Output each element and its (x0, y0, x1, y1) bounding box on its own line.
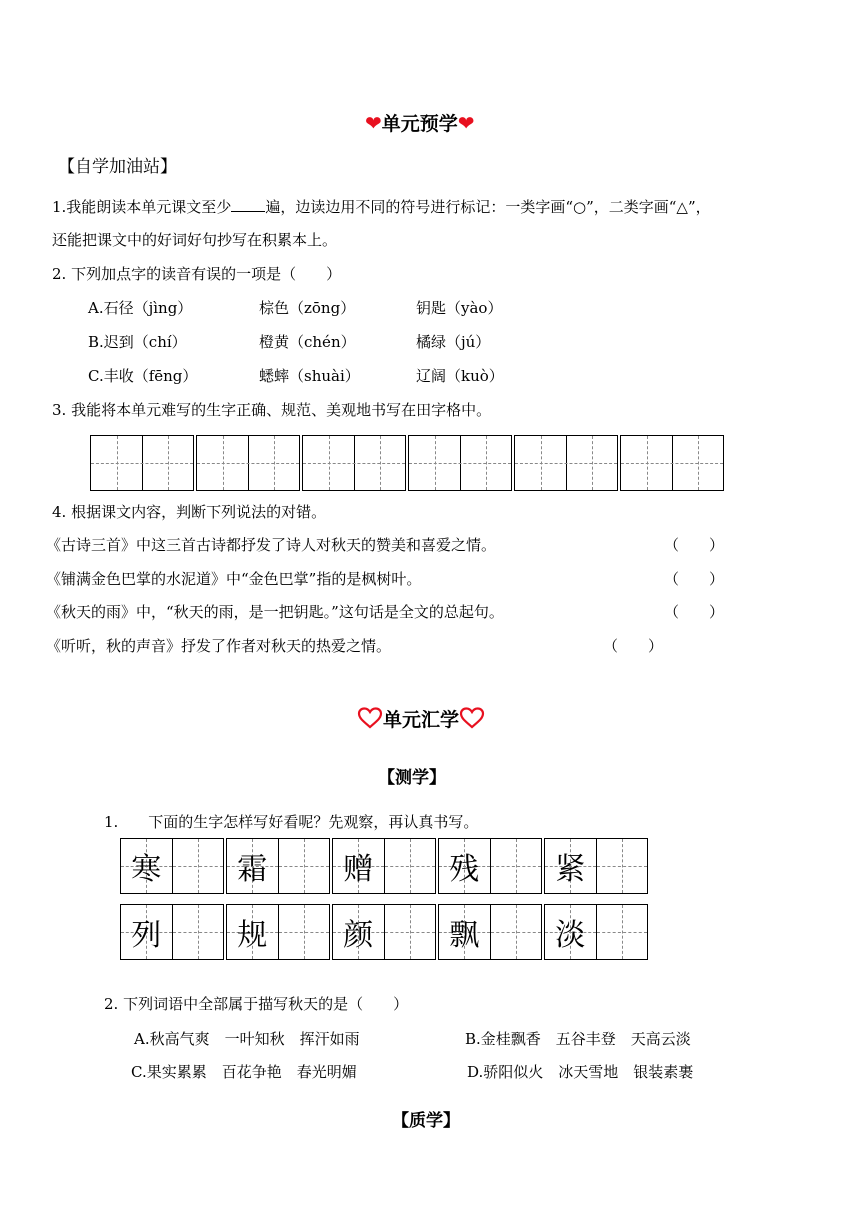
question-1: 1.我能朗读本单元课文至少 遍，边读边用不同的符号进行标记：一类字画“○”，二类字画“△”， (52, 198, 711, 216)
model-char: 紧 (555, 852, 586, 887)
judge-paren-1[interactable]: （ ） (664, 536, 725, 554)
char-box[interactable] (120, 838, 224, 894)
char-box[interactable] (438, 838, 542, 894)
model-char: 颜 (343, 918, 374, 953)
summary-option-a: A.秋高气爽 一叶知秋 挥汗如雨 (134, 1030, 360, 1048)
model-char: 寒 (131, 852, 162, 887)
judge-paren-3[interactable]: （ ） (664, 603, 725, 621)
char-box[interactable] (332, 838, 436, 894)
model-char: 淡 (555, 918, 586, 953)
unit-summary-title: 单元汇学 (357, 705, 485, 734)
heart-solid-icon: ❤ (457, 111, 475, 135)
judge-item-2: 《铺满金色巴掌的水泥道》中“金色巴掌”指的是枫树叶。 (46, 570, 422, 588)
tianzige-box[interactable] (90, 435, 194, 491)
option-b-3: 橘绿（jú） (416, 333, 491, 351)
summary-question-1: 1. 下面的生字怎样写好看呢？先观察，再认真书写。 (104, 813, 479, 831)
model-char: 赠 (343, 852, 374, 887)
option-a-2: 棕色（zōng） (259, 299, 356, 317)
model-char: 规 (237, 918, 268, 953)
model-char: 霜 (237, 852, 268, 887)
judge-item-1: 《古诗三首》中这三首古诗都抒发了诗人对秋天的赞美和喜爱之情。 (46, 536, 497, 554)
tianzige-box[interactable] (196, 435, 300, 491)
judge-item-4: 《听听，秋的声音》抒发了作者对秋天的热爱之情。 (46, 637, 392, 655)
tianzige-box[interactable] (514, 435, 618, 491)
tianzige-box[interactable] (408, 435, 512, 491)
option-b-1: B.迟到（chí） (88, 333, 187, 351)
tianzige-box[interactable] (302, 435, 406, 491)
heart-outline-icon (459, 707, 485, 734)
heart-solid-icon: ❤ (365, 111, 382, 135)
question-3: 3. 我能将本单元难写的生字正确、规范、美观地书写在田字格中。 (52, 401, 492, 419)
char-box[interactable] (332, 904, 436, 960)
summary-option-c: C.果实累累 百花争艳 春光明媚 (131, 1063, 357, 1081)
char-row-1 (120, 838, 650, 894)
char-box[interactable] (226, 838, 330, 894)
char-box[interactable] (226, 904, 330, 960)
fill-blank[interactable] (231, 197, 265, 212)
summary-option-b: B.金桂飘香 五谷丰登 天高云淡 (465, 1030, 691, 1048)
summary-question-2: 2. 下列词语中全部属于描写秋天的是（ ） (104, 995, 409, 1013)
char-box[interactable] (544, 838, 648, 894)
heart-outline-icon (357, 707, 383, 734)
judge-item-3: 《秋天的雨》中，“秋天的雨，是一把钥匙。”这句话是全文的总起句。 (46, 603, 504, 621)
option-a-3: 钥匙（yào） (416, 299, 503, 317)
char-row-2 (120, 904, 650, 960)
question-1-line2: 还能把课文中的好词好句抄写在积累本上。 (52, 231, 338, 249)
option-c-3: 辽阔（kuò） (416, 367, 504, 385)
judge-paren-4[interactable]: （ ） (603, 637, 664, 655)
test-heading: 【测学】 (378, 768, 446, 788)
model-char: 残 (449, 852, 480, 887)
option-a-1: A.石径（jìng） (88, 299, 193, 317)
unit-preview-title: ❤单元预学❤ (365, 111, 475, 135)
char-box[interactable] (544, 904, 648, 960)
judge-paren-2[interactable]: （ ） (664, 570, 725, 588)
question-4: 4. 根据课文内容，判断下列说法的对错。 (52, 503, 327, 521)
question-2: 2. 下列加点字的读音有误的一项是（ ） (52, 265, 342, 283)
summary-option-d: D.骄阳似火 冰天雪地 银装素裹 (467, 1063, 694, 1081)
char-box[interactable] (120, 904, 224, 960)
tianzige-grid[interactable] (90, 435, 726, 491)
char-box[interactable] (438, 904, 542, 960)
self-study-heading: 【自学加油站】 (58, 157, 177, 177)
tianzige-box[interactable] (620, 435, 724, 491)
option-c-1: C.丰收（fēng） (88, 367, 198, 385)
model-char: 列 (131, 918, 162, 953)
model-char: 飘 (449, 918, 480, 953)
quality-heading: 【质学】 (392, 1111, 460, 1131)
option-c-2: 蟋蟀（shuài） (259, 367, 360, 385)
option-b-2: 橙黄（chén） (259, 333, 356, 351)
